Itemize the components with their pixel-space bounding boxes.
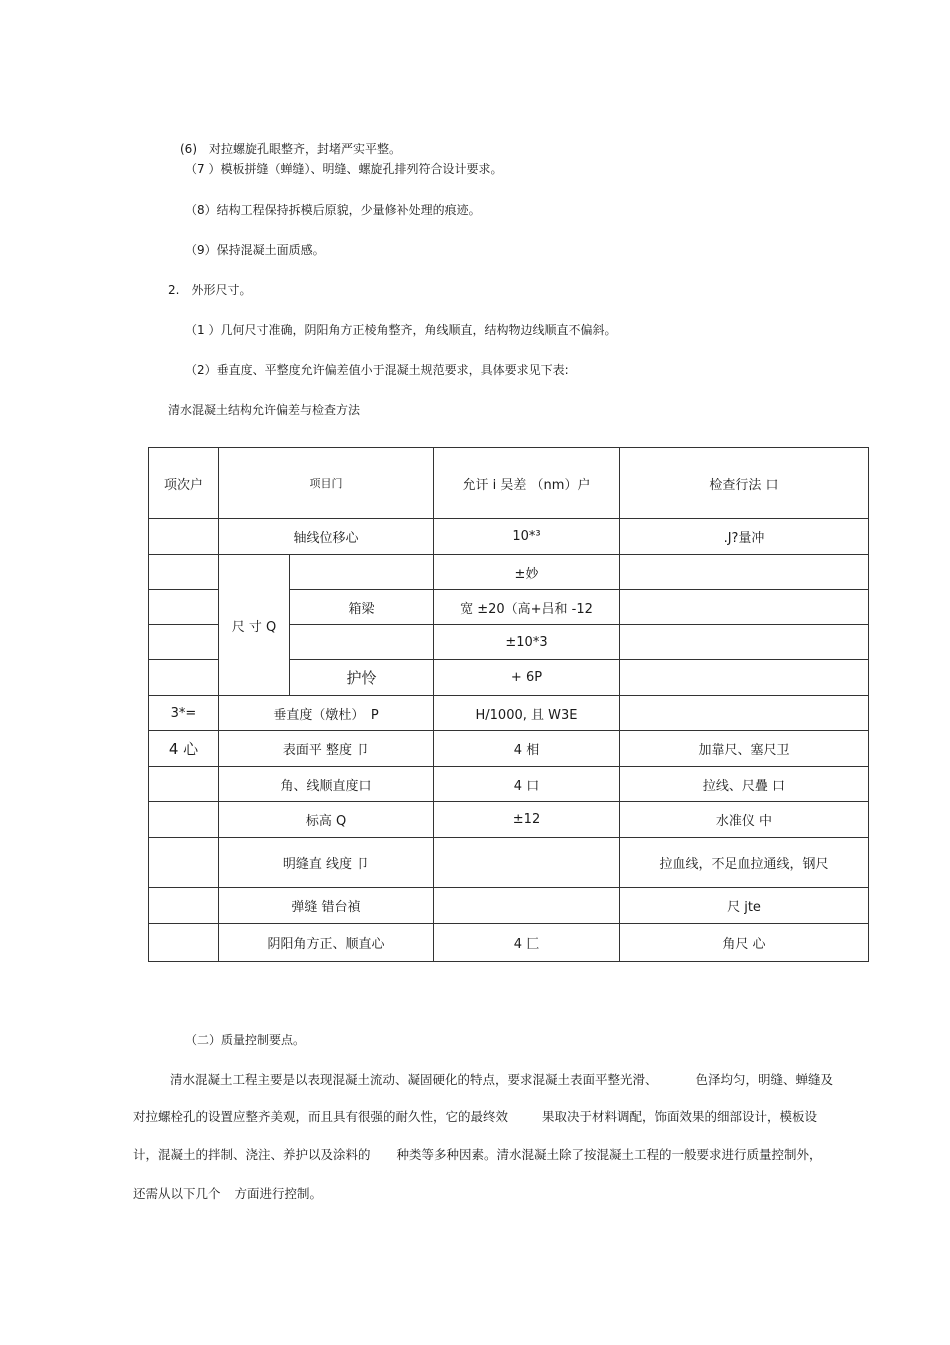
cell-method — [620, 625, 869, 660]
cell-item: 明缝直 线度 卩 — [219, 838, 434, 888]
table-row — [149, 802, 869, 838]
cell-item: 表面平 整度 卩 — [219, 731, 434, 767]
header-tolerance: 允讦 i 吴差 （nm）户 — [434, 448, 620, 519]
header-method: 检查行法 口 — [620, 448, 869, 519]
paragraph-fragment: 色泽均匀，明缝、蝉缝及 — [695, 1072, 834, 1087]
list-item-6: (6) 对拉螺旋孔眼整齐，封堵严实平整。 — [180, 142, 401, 156]
list-item-2-2: （2）垂直度、平整度允许偏差值小于混凝土规范要求，具体要求见下表: — [185, 363, 569, 377]
paragraph-fragment: 方面进行控制。 — [234, 1186, 323, 1201]
header-item-no: 项次户 — [149, 448, 219, 519]
cell-item — [290, 555, 434, 590]
paragraph-fragment: 对拉螺栓孔的设置应整齐美观，而且具有很强的耐久性，它的最终效 — [133, 1109, 509, 1124]
cell-item: 箱梁 — [290, 590, 434, 625]
cell-method: 拉血线，不足血拉通线，钢尺 — [620, 838, 869, 888]
list-item-7: （7 ）模板拼缝（蝉缝）、明缝、螺旋孔排列符合设计要求。 — [185, 162, 503, 176]
cell-method: 尺 jte — [620, 888, 869, 924]
list-item-8: （8）结构工程保持拆模后原貌，少量修补处理的痕迹。 — [185, 203, 481, 217]
cell-method: .J?量冲 — [620, 519, 869, 555]
cell-no — [149, 888, 219, 924]
cell-tolerance — [434, 838, 620, 888]
cell-method — [620, 555, 869, 590]
paragraph-line — [170, 1072, 833, 1088]
cell-no: 3*= — [149, 696, 219, 731]
table-row — [149, 888, 869, 924]
cell-item: 弹缝 错台禎 — [219, 888, 434, 924]
cell-tolerance: 宽 ±20（高+吕和 -12 — [434, 590, 620, 625]
cell-method — [620, 590, 869, 625]
cell-no — [149, 924, 219, 962]
cell-tolerance: ±12 — [434, 802, 620, 838]
table-row — [149, 555, 869, 590]
cell-tolerance: 4 口 — [434, 767, 620, 802]
cell-item: 角、线顺直度口 — [219, 767, 434, 802]
cell-no — [149, 590, 219, 625]
cell-size-group: 尺 寸 Q — [219, 555, 290, 696]
table-caption: 清水混凝土结构允许偏差与检查方法 — [168, 403, 361, 417]
cell-method — [620, 660, 869, 696]
cell-no — [149, 555, 219, 590]
table-row — [149, 731, 869, 767]
cell-tolerance: 4 匚 — [434, 924, 620, 962]
cell-tolerance: ±妙 — [434, 555, 620, 590]
cell-no — [149, 625, 219, 660]
tolerance-table — [148, 447, 869, 962]
section-2-heading: 2. 外形尺寸。 — [168, 283, 252, 297]
cell-item: 标高 Q — [219, 802, 434, 838]
paragraph-fragment: 清水混凝土工程主要是以表现混凝土流动、凝固硬化的特点，要求混凝土表面平整光滑、 — [170, 1072, 658, 1087]
cell-method: 加靠尺、塞尺卫 — [620, 731, 869, 767]
table-row — [149, 838, 869, 888]
cell-tolerance: 4 相 — [434, 731, 620, 767]
list-item-2-1: （1 ）几何尺寸准确，阴阳角方正棱角整齐，角线顺直，结构物边线顺直不偏斜。 — [185, 323, 617, 337]
paragraph-line — [133, 1186, 322, 1202]
cell-no — [149, 838, 219, 888]
cell-tolerance: ±10*3 — [434, 625, 620, 660]
cell-no — [149, 767, 219, 802]
cell-tolerance: + 6P — [434, 660, 620, 696]
table-row — [149, 696, 869, 731]
paragraph-line — [133, 1109, 817, 1125]
paragraph-line — [133, 1147, 822, 1163]
paragraph-fragment: 种类等多种因素。清水混凝土除了按混凝土工程的一般要求进行质量控制外， — [396, 1147, 822, 1162]
cell-item — [290, 625, 434, 660]
table-row — [149, 519, 869, 555]
cell-item: 垂直度（燉杜） P — [219, 696, 434, 731]
cell-no — [149, 519, 219, 555]
list-item-9: （9）保持混凝土面质感。 — [185, 243, 325, 257]
cell-tolerance — [434, 888, 620, 924]
table-row — [149, 767, 869, 802]
cell-method: 水准仪 中 — [620, 802, 869, 838]
cell-method — [620, 696, 869, 731]
cell-item: 护怜 — [290, 660, 434, 696]
cell-tolerance: H/1000, 且 W3E — [434, 696, 620, 731]
cell-item: 阴阳角方正、顺直心 — [219, 924, 434, 962]
cell-tolerance: 10*³ — [434, 519, 620, 555]
paragraph-fragment: 果取决于材料调配，饰面效果的细部设计，模板设 — [542, 1109, 818, 1124]
paragraph-fragment: 计，混凝土的拌制、浇注、养护以及涂料的 — [133, 1147, 371, 1162]
cell-item: 轴线位移心 — [219, 519, 434, 555]
cell-no: 4 心 — [149, 731, 219, 767]
cell-no — [149, 802, 219, 838]
table-row — [149, 924, 869, 962]
table-header-row — [149, 448, 869, 519]
cell-method: 角尺 心 — [620, 924, 869, 962]
section-title: （二）质量控制要点。 — [185, 1033, 306, 1047]
cell-no — [149, 660, 219, 696]
header-item: 项目门 — [219, 448, 434, 519]
cell-method: 拉线、尺疊 口 — [620, 767, 869, 802]
paragraph-fragment: 还需从以下几个 — [133, 1186, 221, 1201]
